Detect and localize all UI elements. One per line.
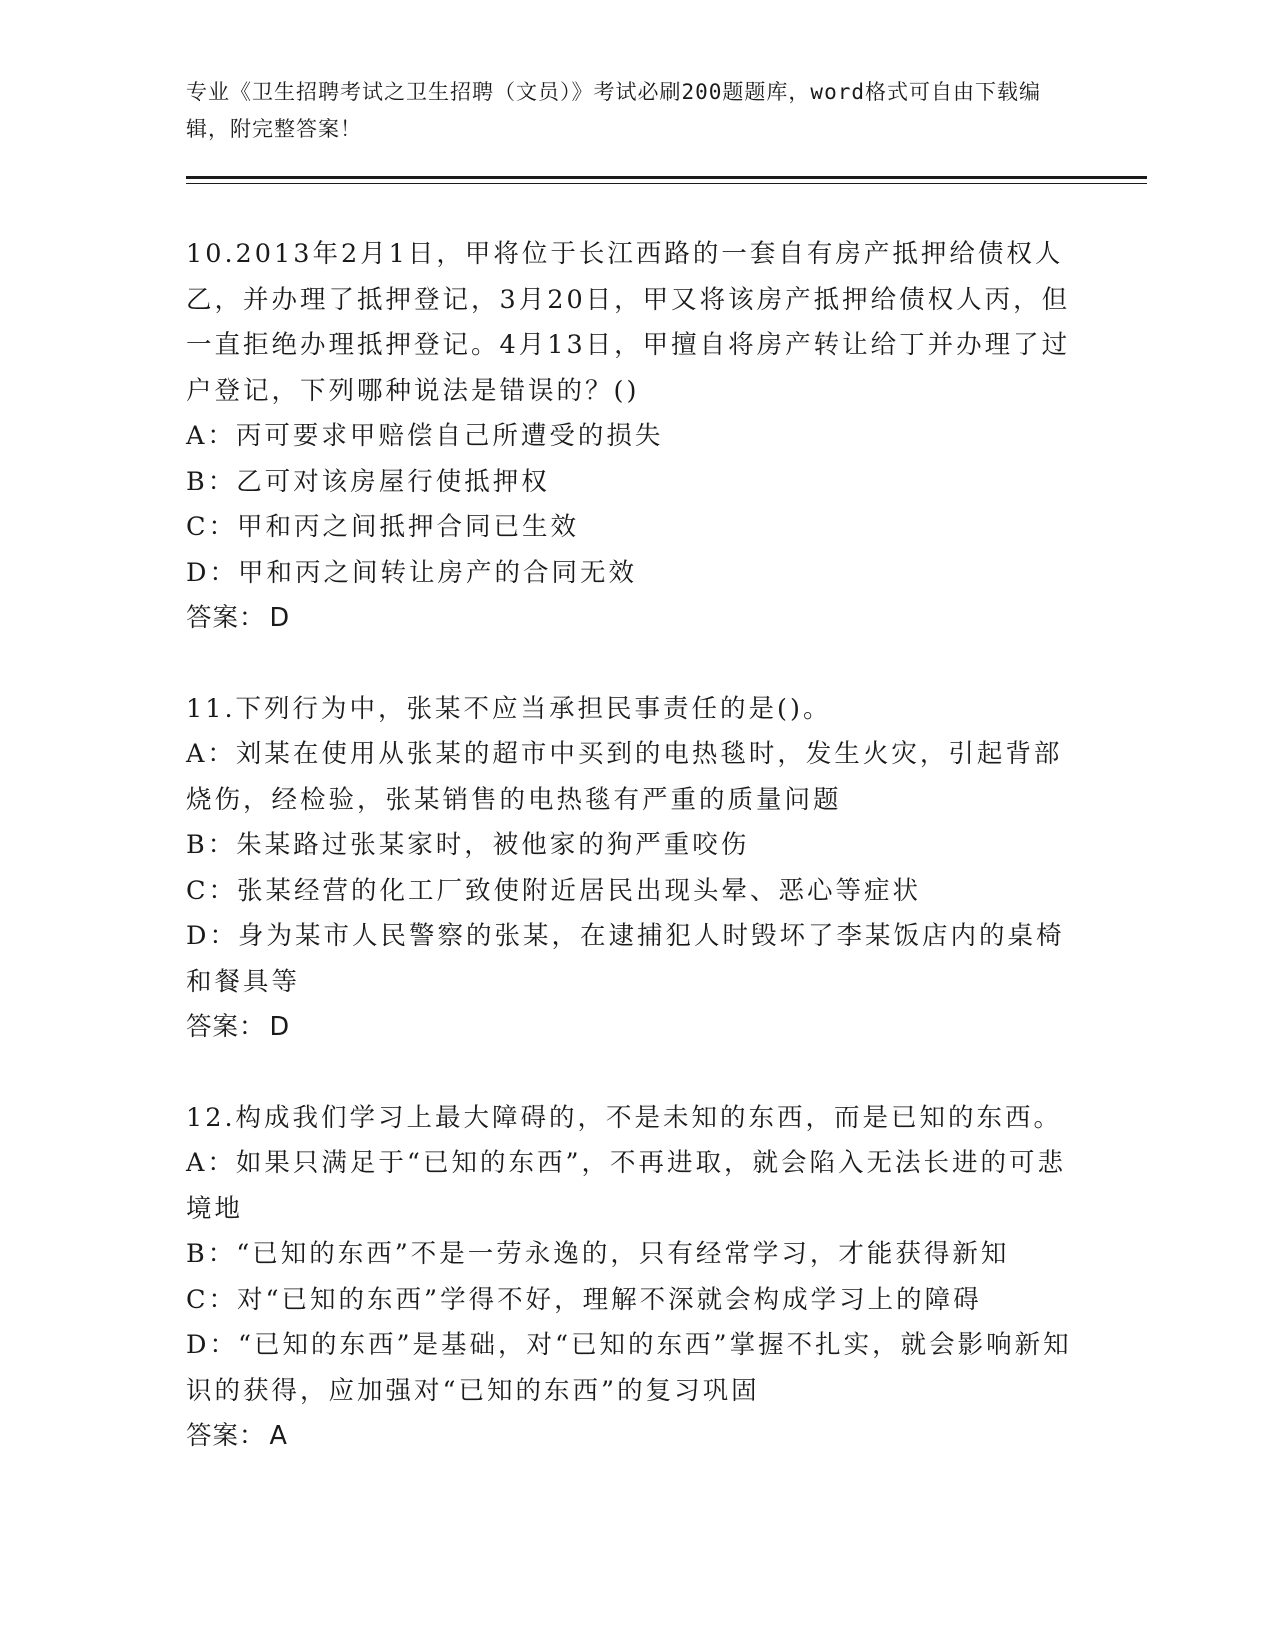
answer-label: 答案：: [186, 1012, 266, 1042]
option-b: B：朱某路过张某家时，被他家的狗严重咬伤: [186, 830, 750, 860]
answer-label: 答案：: [186, 603, 266, 633]
question-11: [186, 687, 1086, 1051]
question-10: [186, 232, 1086, 642]
question-stem: 12.构成我们学习上最大障碍的，不是未知的东西，而是已知的东西。: [186, 1102, 1063, 1133]
option-b: B：乙可对该房屋行使抵押权: [186, 466, 550, 497]
option-c: C：对“已知的东西”学得不好，理解不深就会构成学习上的障碍: [186, 1284, 982, 1315]
answer-line: [186, 596, 1086, 642]
answer-label: 答案：: [186, 1421, 266, 1451]
option-a: A：如果只满足于“已知的东西”，不再进取，就会陷入无法长进的可悲境地: [186, 1148, 1066, 1224]
header-rule-thick: [186, 176, 1147, 179]
answer-line: [186, 1414, 1086, 1460]
answer-line: [186, 1005, 1086, 1051]
header-rule-thin: [186, 183, 1147, 184]
answer-value: D: [269, 603, 291, 633]
question-stem: 11.下列行为中，张某不应当承担民事责任的是()。: [186, 693, 832, 724]
option-a: A：丙可要求甲赔偿自己所遭受的损失: [186, 421, 664, 451]
option-c: C：张某经营的化工厂致使附近居民出现头晕、恶心等症状: [186, 875, 922, 906]
option-a: A：刘某在使用从张某的超市中买到的电热毯时，发生火灾，引起背部烧伤，经检验，张某销售的电热毯有严重的质量问题: [186, 739, 1063, 815]
answer-value: D: [269, 1012, 291, 1042]
question-list: [186, 232, 1086, 1460]
option-b: B：“已知的东西”不是一劳永逸的，只有经常学习，才能获得新知: [186, 1239, 1010, 1269]
option-c: C：甲和丙之间抵押合同已生效: [186, 512, 580, 542]
document-header: 专业《卫生招聘考试之卫生招聘（文员）》考试必刷200题题库，word格式可自由下载编辑，附完整答案！: [186, 80, 1041, 141]
option-d: D：“已知的东西”是基础，对“已知的东西”掌握不扎实，就会影响新知识的获得，应加强对“已知的东西”的复习巩固: [186, 1330, 1072, 1406]
question-stem: 10.2013年2月1日，甲将位于长江西路的一套自有房产抵押给债权人乙，并办理了抵押登记，3月20日，甲又将该房产抵押给债权人丙，但一直拒绝办理抵押登记。4月13日，甲擅自将房产转让给丁并办理了过户登记，下列哪种说法是错误的？(): [186, 239, 1071, 406]
question-12: [186, 1096, 1086, 1460]
answer-value: A: [269, 1421, 288, 1451]
option-d: D：身为某市人民警察的张某，在逮捕犯人时毁坏了李某饭店内的桌椅和餐具等: [186, 921, 1065, 997]
option-d: D：甲和丙之间转让房产的合同无效: [186, 557, 637, 588]
